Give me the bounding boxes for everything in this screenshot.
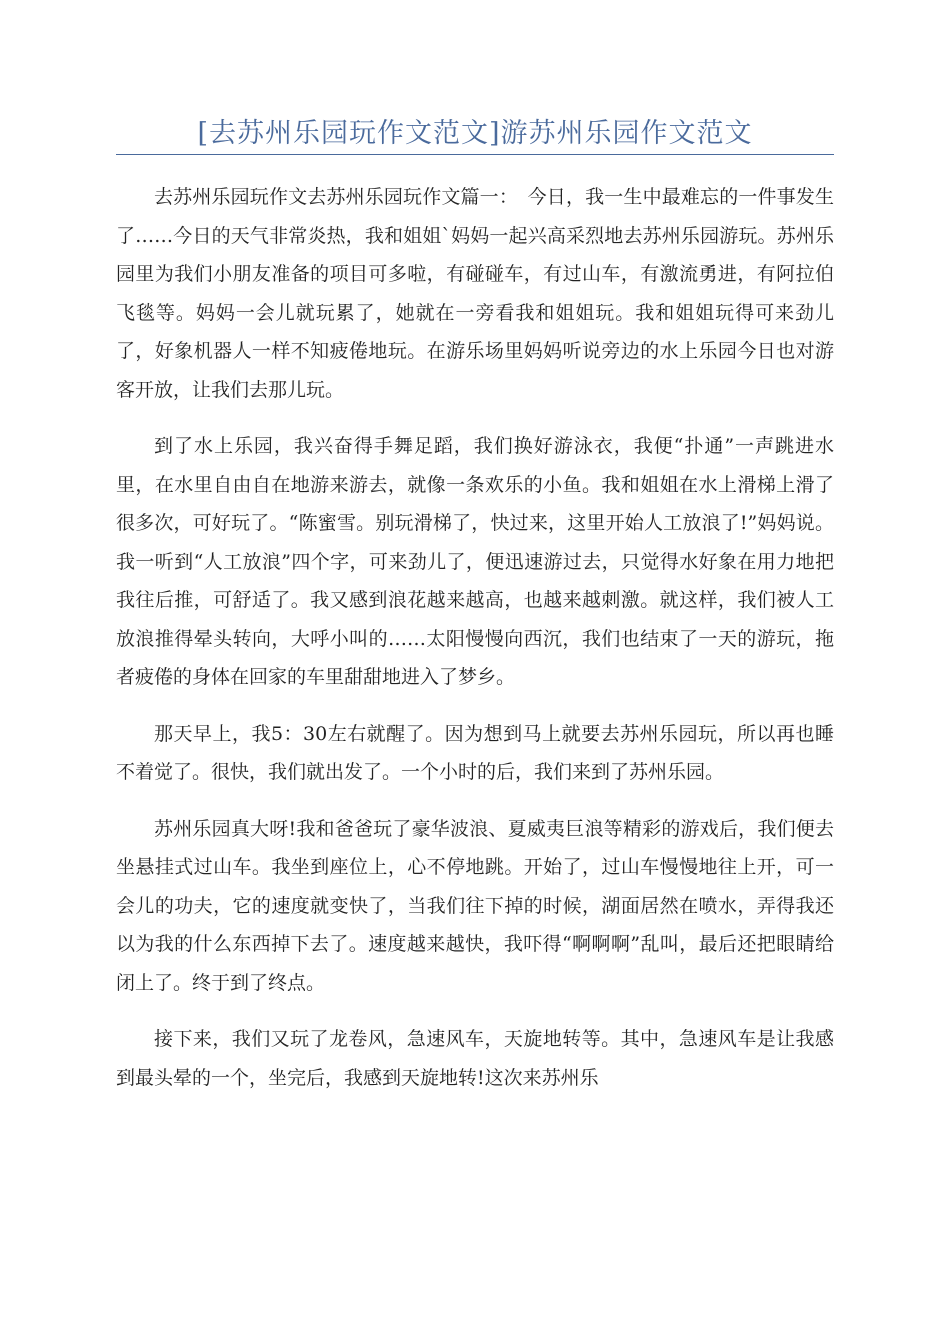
paragraph-2: 到了水上乐园，我兴奋得手舞足蹈，我们换好游泳衣，我便“扑通”一声跳进水里，在水里自由自在地游来游去，就像一条欢乐的小鱼。我和姐姐在水上滑梯上滑了很多次，可好玩了。“陈蜜雪。别玩滑梯了，快过来，这里开始人工放浪了!”妈妈说。我一听到“人工放浪”四个字，可来劲儿了，便迅速游过去，只觉得水好象在用力地把我往后推，可舒适了。我又感到浪花越来越高，也越来越刺激。就这样，我们被人工放浪推得晕头转向，大呼小叫的……太阳慢慢向西沉，我们也结束了一天的游玩，拖者疲倦的身体在回家的车里甜甜地进入了梦乡。 <box>116 435 834 688</box>
paragraph-1: 去苏州乐园玩作文去苏州乐园玩作文篇一： 今日，我一生中最难忘的一件事发生了……今日的天气非常炎热，我和姐姐`妈妈一起兴高采烈地去苏州乐园游玩。苏州乐园里为我们小朋友准备的项目可多啦，有碰碰车，有过山车，有激流勇进，有阿拉伯飞毯等。妈妈一会儿就玩累了，她就在一旁看我和姐姐玩。我和姐姐玩得可来劲儿了，好象机器人一样不知疲倦地玩。在游乐场里妈妈听说旁边的水上乐园今日也对游客开放，让我们去那儿玩。 <box>116 186 834 401</box>
paragraph-3: 那天早上，我5：30左右就醒了。因为想到马上就要去苏州乐园玩，所以再也睡不着觉了。很快，我们就出发了。一个小时的后，我们来到了苏州乐园。 <box>116 722 834 783</box>
paragraph-4: 苏州乐园真大呀!我和爸爸玩了豪华波浪、夏威夷巨浪等精彩的游戏后，我们便去坐悬挂式过山车。我坐到座位上，心不停地跳。开始了，过山车慢慢地往上开，可一会儿的功夫，它的速度就变快了，当我们往下掉的时候，湖面居然在喷水，弄得我还以为我的什么东西掉下去了。速度越来越快，我吓得“啊啊啊”乱叫，最后还把眼睛给闭上了。终于到了终点。 <box>116 817 834 994</box>
document-body <box>116 178 834 1115</box>
document-title: [去苏州乐园玩作文范文]游苏州乐园作文范文 <box>197 118 753 149</box>
title-underline <box>116 154 834 155</box>
paragraph-5: 接下来，我们又玩了龙卷风，急速风车，天旋地转等。其中，急速风车是让我感到最头晕的一个，坐完后，我感到天旋地转!这次来苏州乐 <box>116 1028 834 1089</box>
